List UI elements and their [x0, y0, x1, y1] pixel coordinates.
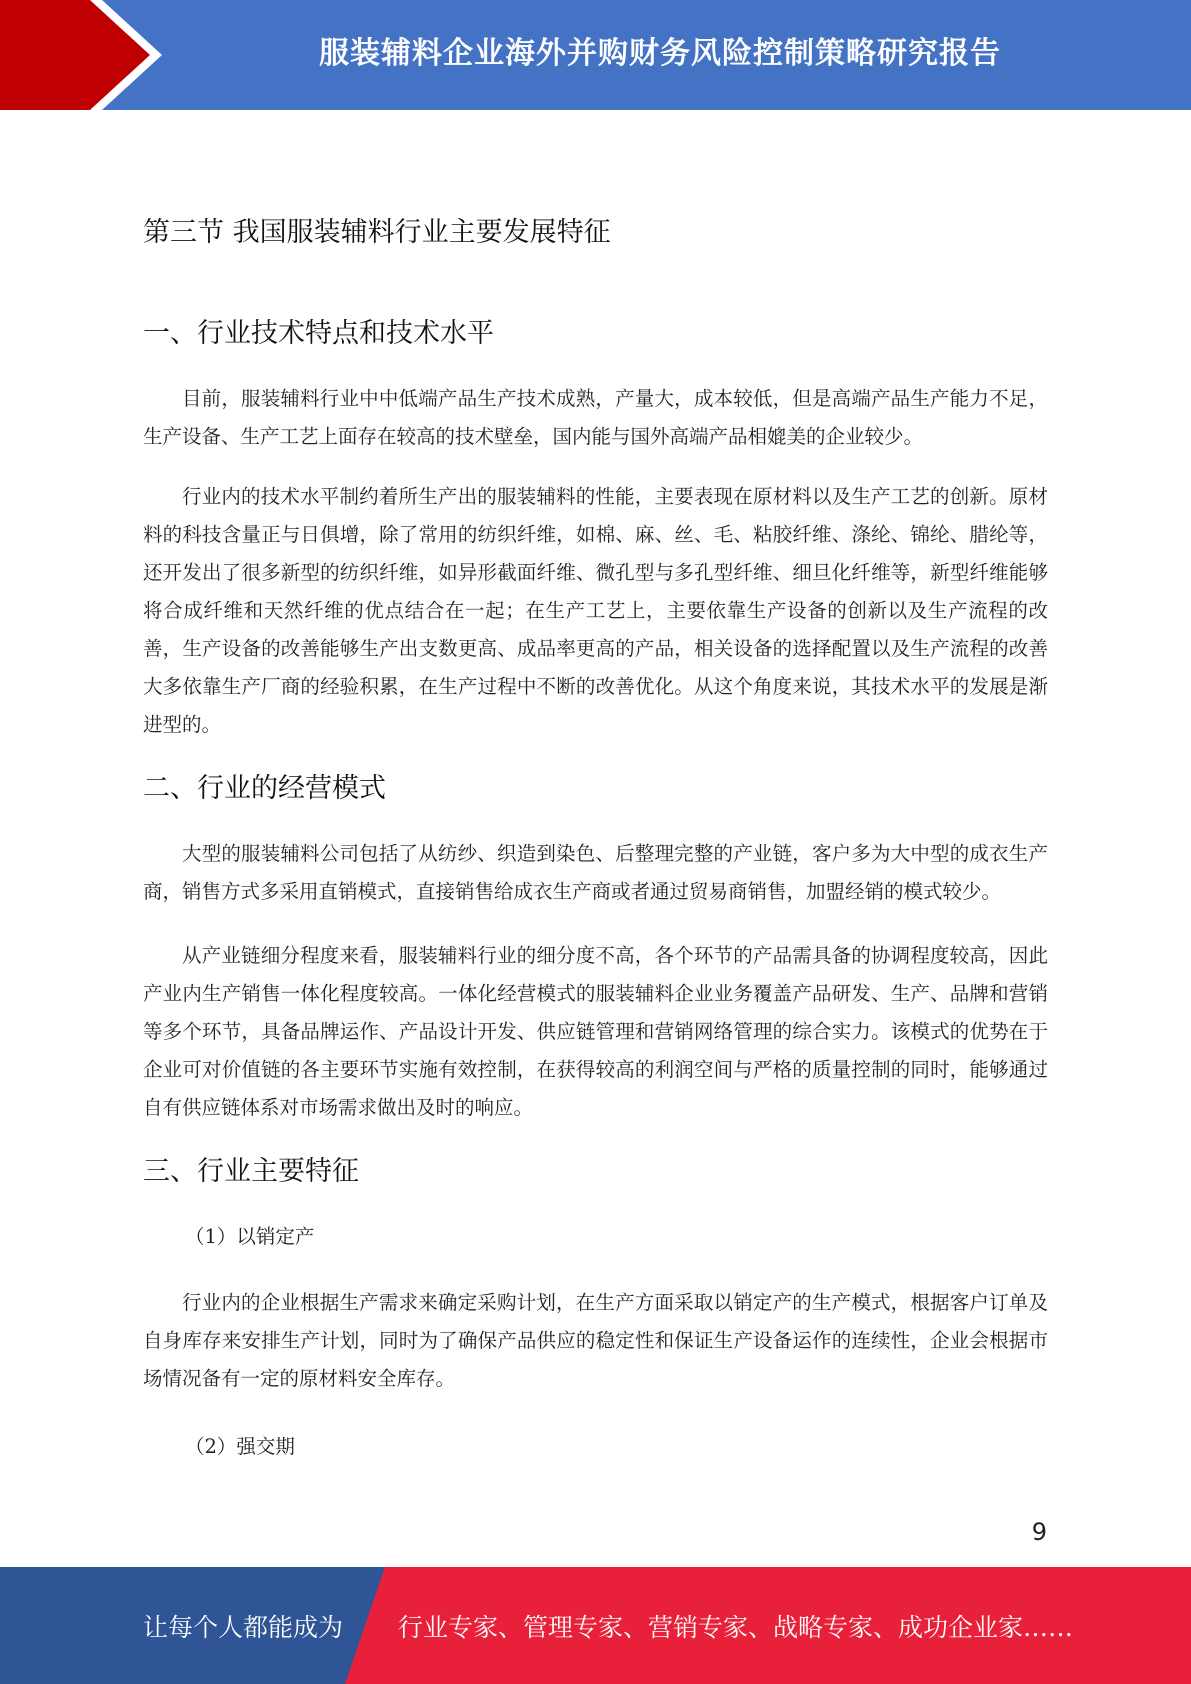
paragraph: 行业内的企业根据生产需求来确定采购计划，在生产方面采取以销定产的生产模式，根据客户订单及自身库存来安排生产计划，同时为了确保产品供应的稳定性和保证生产设备运作的连续性，企业会根据市场情况备有一定的原材料安全库存。 — [143, 1291, 1048, 1390]
footer-slogan-right: 行业专家、管理专家、营销专家、战略专家、成功企业家…… — [398, 1612, 1074, 1642]
paragraph: 从产业链细分程度来看，服装辅料行业的细分度不高，各个环节的产品需具备的协调程度较高，因此产业内生产销售一体化程度较高。一体化经营模式的服装辅料企业业务覆盖产品研发、生产、品牌和营销等多个环节，具备品牌运作、产品设计开发、供应链管理和营销网络管理的综合实力。该模式的优势在于企业可对价值链的各主要环节实施有效控制，在获得较高的利润空间与严格的质量控制的同时，能够通过自有供应链体系对市场需求做出及时的响应。 — [143, 944, 1048, 1119]
chapter-section-title: 第三节 我国服装辅料行业主要发展特征 — [143, 217, 611, 248]
subheading-delivery: （2）强交期 — [185, 1435, 295, 1458]
paragraph: 行业内的技术水平制约着所生产出的服装辅料的性能，主要表现在原材料以及生产工艺的创新。原材料的科技含量正与日俱增，除了常用的纺织纤维，如棉、麻、丝、毛、粘胶纤维、涤纶、锦纶、腊纶等，还开发出了很多新型的纺织纤维，如异形截面纤维、微孔型与多孔型纤维、细旦化纤维等，新型纤维能够将合成纤维和天然纤维的优点结合在一起；在生产工艺上，主要依靠生产设备的创新以及生产流程的改善，生产设备的改善能够生产出支数更高、成品率更高的产品，相关设备的选择配置以及生产流程的改善大多依靠生产厂商的经验积累，在生产过程中不断的改善优化。从这个角度来说，其技术水平的发展是渐进型的。 — [143, 485, 1048, 736]
subheading-sales-driven: （1）以销定产 — [185, 1225, 315, 1248]
page-number: 9 — [1031, 1518, 1047, 1546]
report-title: 服装辅料企业海外并购财务风险控制策略研究报告 — [319, 36, 1001, 71]
page-footer — [0, 1567, 1191, 1684]
paragraph: 大型的服装辅料公司包括了从纺纱、织造到染色、后整理完整的产业链，客户多为大中型的成衣生产商，销售方式多采用直销模式，直接销售给成衣生产商或者通过贸易商销售，加盟经销的模式较少。 — [143, 842, 1048, 903]
page-content — [143, 210, 1048, 1494]
page-header — [0, 0, 1191, 110]
paragraph: 目前，服装辅料行业中中低端产品生产技术成熟，产量大，成本较低，但是高端产品生产能力不足，生产设备、生产工艺上面存在较高的技术壁垒，国内能与国外高端产品相媲美的企业较少。 — [143, 387, 1048, 448]
heading-tech: 一、行业技术特点和技术水平 — [143, 318, 494, 349]
heading-features: 三、行业主要特征 — [143, 1156, 359, 1187]
footer-slogan-left: 让每个人都能成为 — [143, 1612, 344, 1642]
heading-business-model: 二、行业的经营模式 — [143, 773, 386, 804]
